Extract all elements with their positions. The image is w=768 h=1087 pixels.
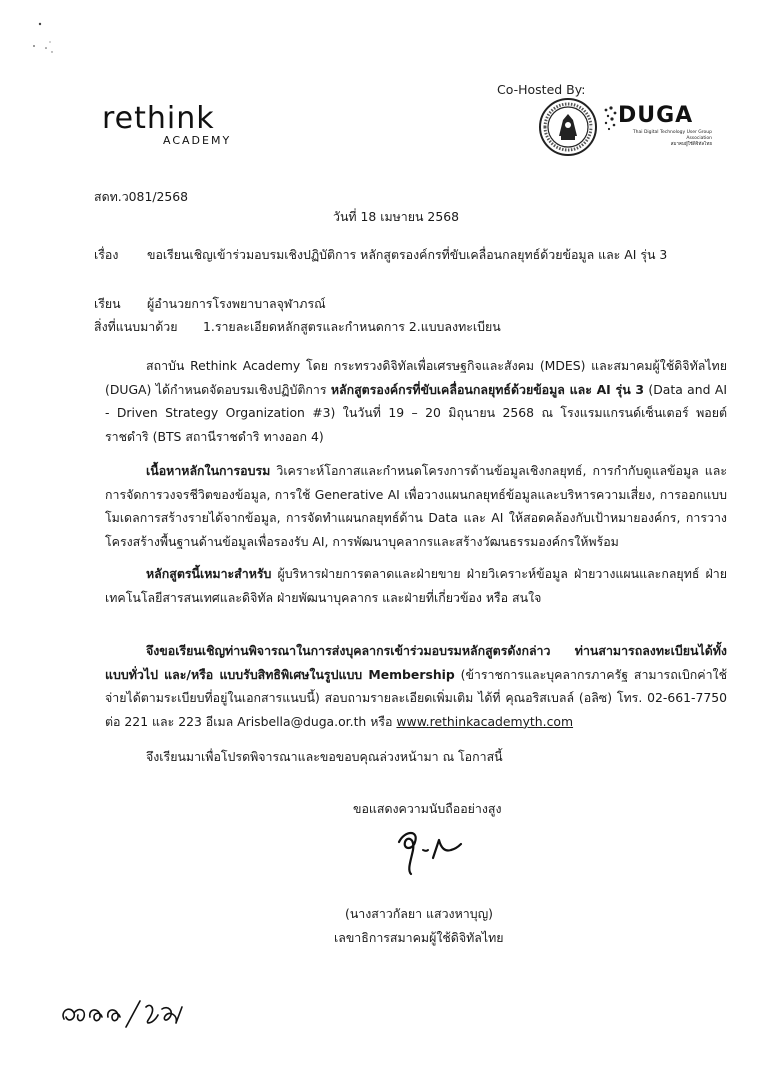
recipient-text: ผู้อำนวยการโรงพยาบาลจุฬาภรณ์ <box>147 296 326 311</box>
duga-subtitle-th: สมาคมผู้ใช้ดิจิทัลไทย <box>670 142 712 147</box>
document-number: สดท.ว081/2568 <box>94 189 189 204</box>
signature-image <box>385 820 465 878</box>
rethink-logo-academy: ACADEMY <box>163 134 232 147</box>
invitation-text: (ข้าราชการและบุคลากรภาครัฐ สามารถเบิกค่าใช้จ่ายได้ตามระเบียบที่อยู่ในเอกสารแนบนี้) สอบถามรายละเอียดเพิ่มเติม ได้ที่ คุณอริสเบลล์ (อลิซ) โทร. 02-661-7750 ต่อ 221 และ 223 อีเมล Arisbella@duga.or.th หรือ <box>105 666 728 729</box>
signatory-name: (นางสาวกัลยา แสวงหาบุญ) <box>345 906 493 921</box>
paragraph-content <box>105 459 727 553</box>
handwritten-note <box>58 997 188 1031</box>
attachment-label: สิ่งที่แนบมาด้วย <box>94 319 178 334</box>
recipient-label: เรียน <box>94 296 121 311</box>
intro-details: (Data and AI - Driven Strategy Organization #3) ในวันที่ 19 – 20 มิถุนายน 2568 ณ โรงแรมแกรนด์เซ็นเตอร์ พอยต์ ราชดำริ (BTS สถานีราชดำริ ทางออก 4) <box>105 381 727 444</box>
scan-speck-marks <box>30 18 70 58</box>
rethink-logo: rethink <box>102 101 215 136</box>
duga-subtitle-en: Thai Digital Technology User Group Association <box>632 130 712 141</box>
paragraph-audience <box>105 562 727 609</box>
content-text: วิเคราะห์โอกาสและกำหนดโครงการด้านข้อมูลเชิงกลยุทธ์, การกำกับดูแลข้อมูล และการจัดการวงจรชีวิตของข้อมูล, การใช้ Generative AI เพื่อวางแผนกลยุทธ์ข้อมูลและบริหารความเสี่ยง, การออกแบบโมเดลการสร้างรายได้จากข้อมูล, การจัดทำแผนกลยุทธ์ด้าน Data และ AI ให้สอดคล้องกับเป้าหมายองค์กร, การวางโครงสร้างพื้นฐานด้านข้อมูลเพื่อรองรับ AI, การพัฒนาบุคลากรและสร้างวัฒนธรรมองค์กรให้พร้อม <box>105 463 727 549</box>
duga-logo: DUGA <box>618 103 694 128</box>
paragraph-invitation <box>105 639 727 733</box>
regards-text: ขอแสดงความนับถืออย่างสูง <box>353 801 502 816</box>
attachment-text: 1.รายละเอียดหลักสูตรและกำหนดการ 2.แบบลงทะเบียน <box>203 319 501 334</box>
website-link[interactable]: www.rethinkacademyth.com <box>396 713 574 729</box>
closing-text: จึงเรียนมาเพื่อโปรดพิจารณาและขอขอบคุณล่วงหน้ามา ณ โอกาสนี้ <box>146 749 503 764</box>
intro-text: สถาบัน Rethink Academy โดย กระทรวงดิจิทัลเพื่อเศรษฐกิจและสังคม (MDES) และสมาคมผู้ใช้ดิจิทัลไทย (DUGA) ได้กำหนดจัดอบรมเชิงปฏิบัติการ <box>105 358 727 397</box>
cohosted-label: Co-Hosted By: <box>497 82 586 97</box>
audience-heading: หลักสูตรนี้เหมาะสำหรับ <box>146 566 272 581</box>
course-name: หลักสูตรองค์กรที่ขับเคลื่อนกลยุทธ์ด้วยข้อมูล และ AI รุ่น 3 <box>330 381 645 397</box>
subject-label: เรื่อง <box>94 247 119 262</box>
invitation-heading: จึงขอเรียนเชิญท่านพิจารณาในการส่งบุคลากรเข้าร่วมอบรมหลักสูตรดังกล่าว ท่านสามารถลงทะเบียนได้ทั้งแบบทั่วไป และ/หรือ แบบรับสิทธิพิเศษในรูปแบบ Membership <box>105 643 727 682</box>
paragraph-closing <box>105 745 727 769</box>
mdes-seal-icon <box>537 96 599 158</box>
signatory-title: เลขาธิการสมาคมผู้ใช้ดิจิทัลไทย <box>334 930 504 945</box>
audience-text: ผู้บริหารฝ่ายการตลาดและฝ่ายขาย ฝ่ายวิเคราะห์ข้อมูล ฝ่ายวางแผนและกลยุทธ์ ฝ่ายเทคโนโลยีสารสนเทศและดิจิทัล ฝ่ายพัฒนาบุคลากร และฝ่ายที่เกี่ยวข้อง หรือ สนใจ <box>105 566 727 605</box>
duga-logo-subtitle <box>610 130 712 148</box>
content-heading: เนื้อหาหลักในการอบรม <box>146 463 271 478</box>
subject-text: ขอเรียนเชิญเข้าร่วมอบรมเชิงปฏิบัติการ หลักสูตรองค์กรที่ขับเคลื่อนกลยุทธ์ด้วยข้อมูล และ AI รุ่น 3 <box>147 247 668 262</box>
document-date: วันที่ 18 เมษายน 2568 <box>333 209 459 224</box>
paragraph-intro <box>105 354 727 448</box>
